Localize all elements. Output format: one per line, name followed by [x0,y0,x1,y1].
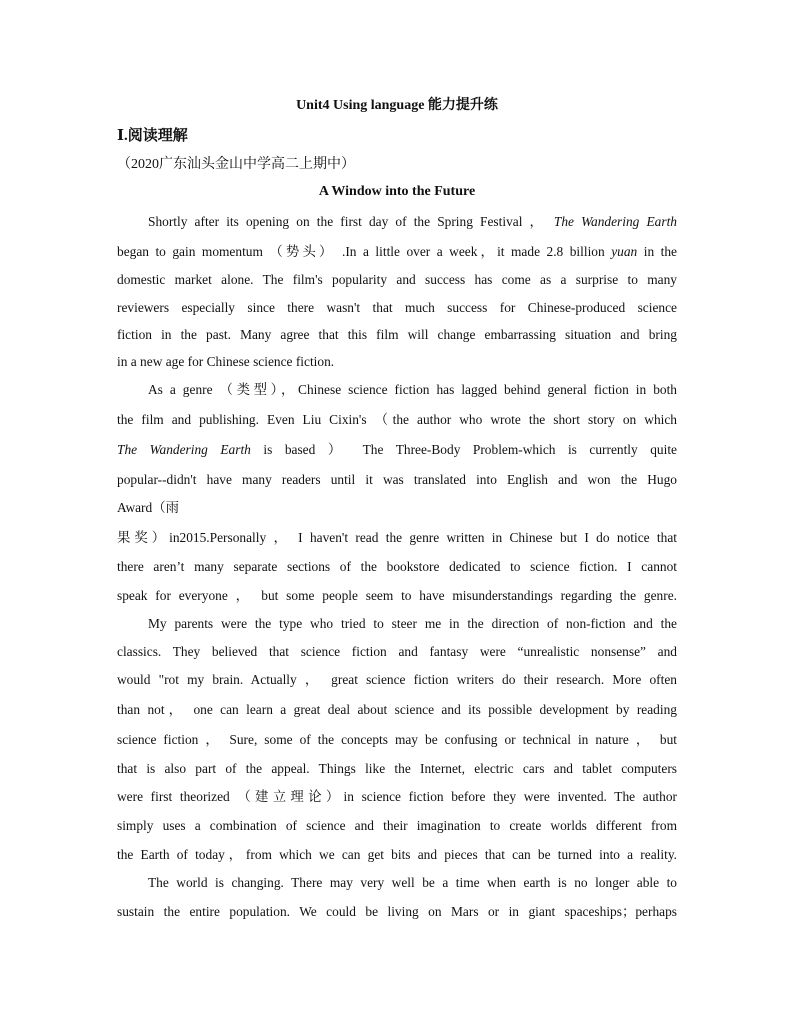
text-line: Shortly after its opening on the first day of the Spring Festival ， The Wandering Earth [148,214,677,229]
text-line: popular--didn't have many readers until it was translated into English and won the Hugo [117,472,677,487]
text-line: Award（雨 [117,500,179,515]
text-line: the Earth of today，from which we can get bits and pieces that can be turned into a reality. [117,847,677,862]
text-line: 果奖）in2015.Personally ， I haven't read the genre written in Chinese but I do notice that [117,530,677,545]
text-line: classics. They believed that science fiction and fantasy were “unrealistic nonsense” and [117,644,677,659]
text-line: speak for everyone ， but some people seem to have misunderstandings regarding the genre. [117,588,677,603]
text-line: The world is changing. There may very well be a time when earth is no longer able to [148,875,677,890]
text-line: in a new age for Chinese science fiction. [117,354,335,369]
page-title: Unit4 Using language 能力提升练 [296,98,498,113]
article-title: A Window into the Future [318,184,476,199]
text-line: that is also part of the appeal. Things like the Internet, electric cars and tablet computers [117,761,677,776]
text-line: My parents were the type who tried to steer me in the direction of non-fiction and the [148,616,677,631]
text-line: science fiction ， Sure, some of the concepts may be confusing or technical in nature ， but [117,732,677,747]
section-heading: Ⅰ.阅读理解 [117,128,188,144]
text-line: were first theorized （建立理论）in science fiction before they were invented. The author [117,789,677,804]
text-line: began to gain momentum （势头） .In a little over a week，it made 2.8 billion yuan in the [117,244,677,259]
text-line: than not， one can learn a great deal about science and its possible development by reading [117,702,677,717]
text-line: there aren’t many separate sections of the bookstore dedicated to science fiction. I cannot [117,559,677,574]
text-line: would "rot my brain. Actually ， great science fiction writers do their research. More often [117,672,677,687]
text-line: reviewers especially since there wasn't that much success for Chinese-produced science [117,300,677,315]
text-line: The Wandering Earth is based ） The Three-Body Problem-which is currently quite [117,442,677,457]
text-line: fiction in the past. Many agree that this film will change embarrassing situation and bring [117,327,677,342]
text-line: simply uses a combination of science and their imagination to create worlds different from [117,818,677,833]
text-line: domestic market alone. The film's popularity and success has come as a surprise to many [117,272,677,287]
text-line: As a genre （类型），Chinese science fiction has lagged behind general fiction in both [148,382,677,397]
text-line: the film and publishing. Even Liu Cixin's （the author who wrote the short story on which [117,412,677,427]
source-note: （2020广东汕头金山中学高二上期中） [117,157,355,172]
text-line: sustain the entire population. We could be living on Mars or in giant spaceships；perhaps [117,904,677,919]
